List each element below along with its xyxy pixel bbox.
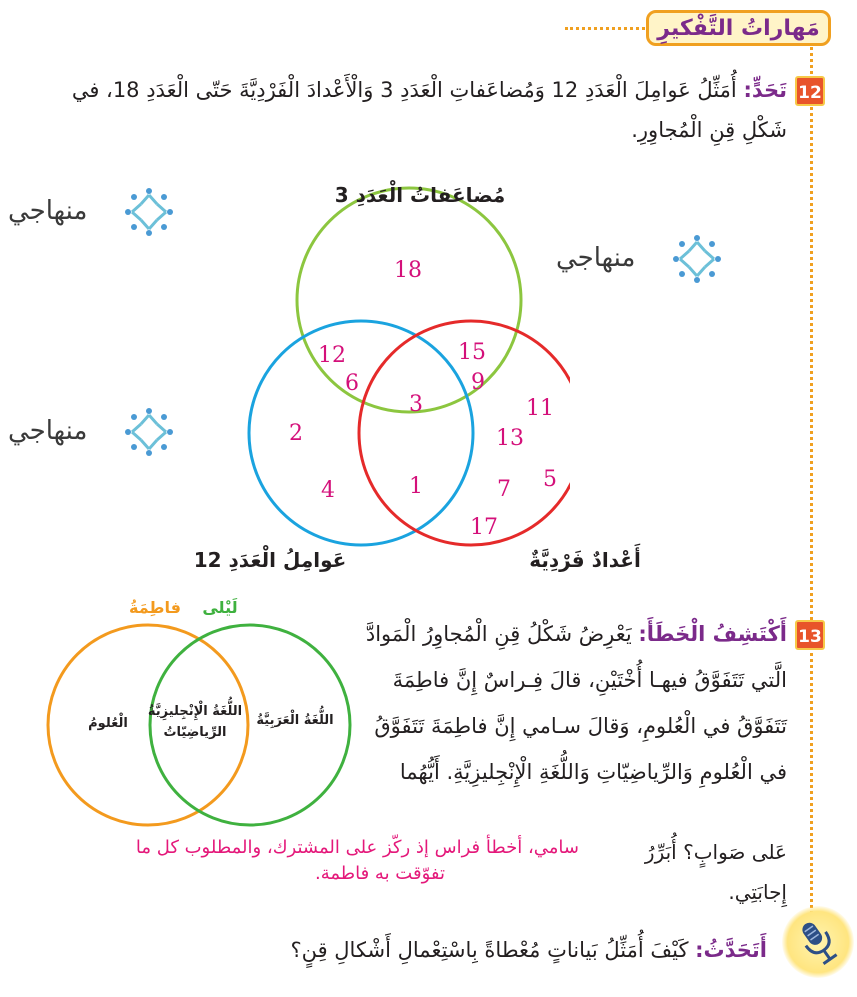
answer-text-line-2: تفوّقت به فاطمة.	[315, 863, 445, 884]
logo-text: منهاجي	[8, 416, 88, 446]
question-12-text	[27, 70, 787, 150]
question-13-line-5: عَلى صَوابٍ؟ أُبَرِّرُ إِجابَتِي.	[644, 840, 787, 904]
microphone-icon	[782, 906, 854, 978]
venn-number-3: 3	[409, 392, 423, 417]
venn-number-12: 12	[318, 343, 346, 368]
venn-number-11: 11	[526, 396, 554, 421]
venn-number-13: 13	[496, 426, 524, 451]
venn-number-15: 15	[458, 340, 486, 365]
manhaji-logo-icon	[120, 183, 178, 241]
venn-label-layla: لَيْلى	[202, 598, 238, 617]
question-number-13: 13	[795, 620, 825, 650]
subject-arabic: اللُّغَةُ الْعَرَبِيَّةُ	[256, 713, 334, 728]
venn-number-9: 9	[471, 370, 485, 395]
talk-badge	[782, 906, 854, 978]
manhaji-logo-icon	[668, 230, 726, 288]
section-header	[646, 10, 831, 46]
venn-number-17: 17	[470, 515, 498, 540]
margin-dotted-line	[810, 40, 813, 920]
talk-question: كَيْفَ أُمَثِّلُ بَياناتٍ مُعْطاةً بِاسْتِعْمالِ أَشْكالِ قِنٍ؟	[290, 938, 689, 962]
question-13-line-3: تَتَفَوَّقُ في الْعُلومِ، وَقالَ سـامي إِنَّ فاطِمَةَ تَتَفَوَّقُ	[374, 714, 787, 738]
question-13-line-2: الَّتي تَتَفَوَّقُ فيهـا أُخْتَيْنِ، قالَ فِـراسٌ إِنَّ فاطِمَةَ	[392, 668, 787, 692]
venn-label-factors-of-12: عَوامِلُ الْعَدَدِ 12	[193, 548, 347, 572]
logo-text: منهاجي	[556, 243, 636, 273]
question-13-line-1: يَعْرِضُ شَكْلُ قِنِ الْمُجاوِرُ الْمَوادَّ	[365, 622, 632, 646]
question-12-line-1: أُمَثِّلُ عَوامِلَ الْعَدَدِ 12 وَمُضاعَفاتِ الْعَدَدِ 3 وَالْأَعْدادَ الْفَرْدِيَّةَ حَتّى الْعَدَدِ 18، في	[71, 78, 737, 102]
venn-number-2: 2	[289, 421, 303, 446]
venn-diagram-numbers	[230, 175, 570, 575]
answer-text-line-1: سامي، أخطأ فراس إذ ركّز على المشترك، والمطلوب كل ما	[135, 837, 579, 858]
venn-number-4: 4	[321, 478, 335, 503]
logo-text: منهاجي	[8, 196, 88, 226]
talk-text	[207, 930, 767, 970]
talk-keyword: أَتَحَدَّثُ:	[695, 938, 767, 962]
section-title: مَهاراتُ التَّفْكيرِ	[657, 16, 820, 41]
subject-english: اللُّغَةُ الْإِنْجِليزِيَّةُ	[147, 704, 243, 719]
question-13-line-4: في الْعُلومِ وَالرِّياضِيّاتِ وَاللُّغَةِ الْإِنْجِليزِيَّةِ. أَيُّهُما	[399, 760, 787, 784]
question-number-12: 12	[795, 76, 825, 106]
venn-number-18: 18	[394, 258, 422, 283]
venn-label-fatima: فاطِمَةُ	[129, 598, 181, 617]
challenge-keyword: تَحَدٍّ:	[743, 78, 787, 102]
question-13-text	[347, 614, 787, 792]
venn-number-5: 5	[543, 467, 557, 492]
venn-number-7: 7	[497, 477, 511, 502]
venn-label-odd-numbers: أَعْدادٌ فَرْدِيَّةٌ	[529, 548, 641, 572]
find-error-keyword: أَكْتَشِفُ الْخَطَأَ:	[638, 622, 787, 646]
subject-science: الْعُلومُ	[88, 716, 128, 731]
question-12-line-2: شَكْلِ قِنِ الْمُجاوِرِ.	[631, 118, 787, 142]
subject-math: الرِّياضِيّاتُ	[163, 725, 227, 740]
venn-number-1: 1	[409, 474, 423, 499]
venn-number-6: 6	[345, 371, 359, 396]
manhaji-logo-icon	[120, 403, 178, 461]
header-dotted-line	[565, 27, 645, 30]
venn-label-multiples-of-3: مُضاعَفاتُ الْعَدَدِ 3	[334, 183, 506, 207]
